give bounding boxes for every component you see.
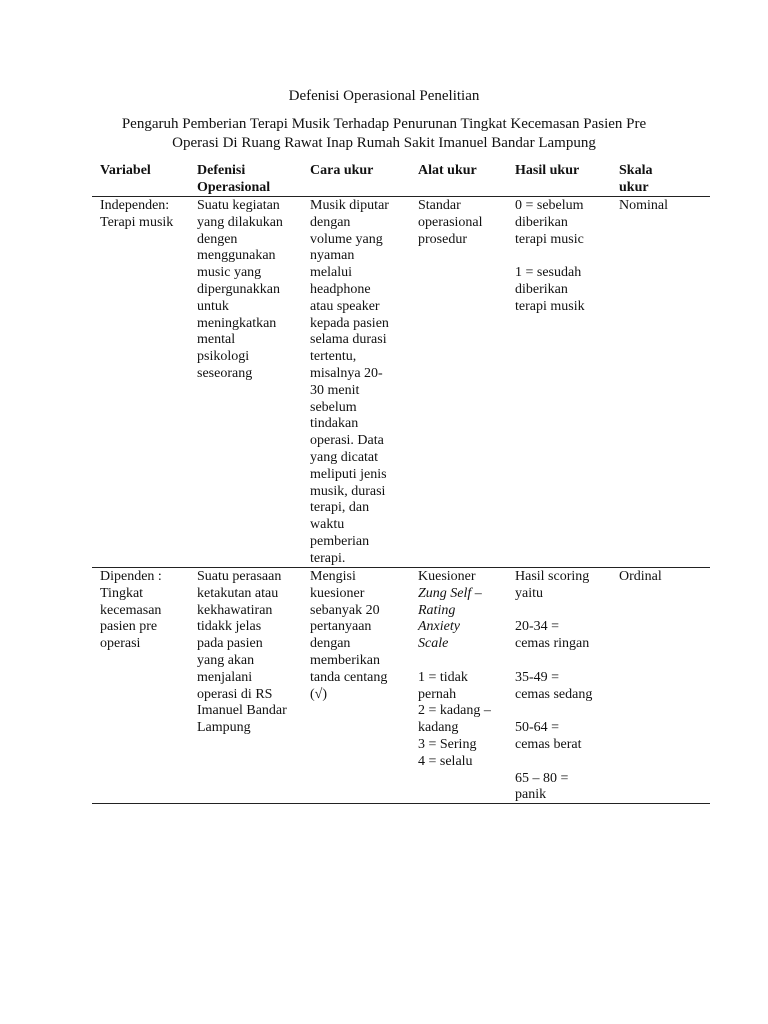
text-line: ukur xyxy=(619,180,649,195)
text-line: ketakutan atau xyxy=(197,585,279,601)
text-line: pada pasien xyxy=(197,636,263,652)
header-alat-ukur xyxy=(418,162,477,179)
text-line: 3 = Sering xyxy=(418,736,477,752)
text-line: untuk xyxy=(197,298,229,314)
text-line: meningkatkan xyxy=(197,315,277,331)
text-line: terapi music xyxy=(515,231,584,247)
text-line: tindakan xyxy=(310,416,359,432)
text-line: mental xyxy=(197,332,236,348)
text-line: pasien pre xyxy=(100,619,158,635)
text-line: Mengisi xyxy=(310,569,356,584)
text-line: meliputi jenis xyxy=(310,466,387,482)
text-line: sebelum xyxy=(310,399,357,415)
text-line: Dipenden : xyxy=(100,569,162,584)
table-header-row xyxy=(92,162,710,197)
text-line: Hasil ukur xyxy=(515,163,580,178)
cell-variabel xyxy=(100,569,162,653)
text-line: panik xyxy=(515,787,547,803)
text-line: yang akan xyxy=(197,652,255,668)
text-line: 4 = selalu xyxy=(418,753,473,769)
table-row xyxy=(92,197,710,568)
text-line: yaitu xyxy=(515,585,543,601)
text-line: 20-34 = xyxy=(515,619,560,635)
text-line: dipergunakkan xyxy=(197,281,280,297)
cell-skala xyxy=(619,569,662,586)
text-line: kuesioner xyxy=(310,585,365,601)
hasil-ukur-level xyxy=(515,670,592,704)
text-line: menggunakan xyxy=(197,248,276,264)
text-line: memberikan xyxy=(310,652,380,668)
alat-ukur-scale-name xyxy=(418,586,491,653)
document-title: Defenisi Operasional Penelitian xyxy=(288,88,480,104)
text-line: 1 = sesudah xyxy=(515,265,582,281)
text-line: Standar xyxy=(418,198,461,213)
text-line: dengan xyxy=(310,636,351,652)
header-skala xyxy=(619,162,652,196)
text-line: Suatu kegiatan xyxy=(197,198,280,213)
text-line: operasi xyxy=(100,636,141,652)
text-line: atau speaker xyxy=(310,298,380,314)
hasil-ukur-intro xyxy=(515,569,592,603)
cell-cara-ukur xyxy=(310,569,387,703)
alat-ukur-options xyxy=(418,670,491,771)
cell-skala xyxy=(619,198,668,215)
text-line: operasional xyxy=(418,214,483,230)
text-line: musik, durasi xyxy=(310,483,386,499)
hasil-ukur-level xyxy=(515,619,592,653)
text-line: Musik diputar xyxy=(310,198,389,213)
text-line: Ordinal xyxy=(619,569,662,584)
cell-variabel xyxy=(100,198,173,232)
text-line: yang dicatat xyxy=(310,449,379,465)
text-line: Nominal xyxy=(619,198,668,213)
text-line: Operasional xyxy=(197,180,271,195)
text-line: waktu xyxy=(310,517,345,533)
text-line: dengen xyxy=(197,231,238,247)
text-line: prosedur xyxy=(418,231,467,247)
table-row xyxy=(92,568,710,804)
text-line: terapi, dan xyxy=(310,500,370,516)
cell-hasil-ukur xyxy=(515,569,592,804)
text-line: kepada pasien xyxy=(310,315,389,331)
header-defenisi xyxy=(197,162,270,196)
text-line: 0 = sebelum xyxy=(515,198,584,213)
cell-defenisi xyxy=(197,569,287,737)
text-line: operasi di RS xyxy=(197,686,273,702)
cell-defenisi xyxy=(197,198,283,383)
alat-ukur-name: Kuesioner xyxy=(418,569,476,584)
text-line: kekhawatiran xyxy=(197,602,273,618)
hasil-ukur-level xyxy=(515,771,592,805)
text-line: 30 menit xyxy=(310,382,360,398)
document-subtitle xyxy=(92,115,676,153)
hasil-ukur-after xyxy=(515,265,585,315)
text-line: 1 = tidak xyxy=(418,669,468,685)
text-line: cemas ringan xyxy=(515,636,590,652)
text-line: terapi musik xyxy=(515,298,585,314)
text-line: diberikan xyxy=(515,214,568,230)
text-line: Imanuel Bandar xyxy=(197,703,287,719)
text-line: 2 = kadang – xyxy=(418,703,491,719)
text-line: (√) xyxy=(310,686,328,702)
text-line: volume yang xyxy=(310,231,383,247)
header-cara-ukur xyxy=(310,162,373,179)
text-line: nyaman xyxy=(310,248,355,264)
header-hasil-ukur xyxy=(515,162,579,179)
text-line: tanda centang xyxy=(310,669,388,685)
header-variabel xyxy=(100,162,151,179)
text-line: cemas berat xyxy=(515,736,582,752)
text-line: Tingkat xyxy=(100,585,144,601)
text-line: cemas sedang xyxy=(515,686,593,702)
text-line: menjalani xyxy=(197,669,253,685)
text-line: kadang xyxy=(418,720,459,736)
text-line: pemberian xyxy=(310,533,370,549)
hasil-ukur-level xyxy=(515,720,592,754)
cell-alat-ukur xyxy=(418,569,491,771)
text-line: pertanyaan xyxy=(310,619,372,635)
text-line: Defenisi xyxy=(197,163,246,178)
text-line: psikologi xyxy=(197,349,250,365)
text-line: misalnya 20- xyxy=(310,365,383,381)
text-line: diberikan xyxy=(515,281,568,297)
text-line: Anxiety xyxy=(418,619,460,635)
text-line: headphone xyxy=(310,281,371,297)
text-line: Variabel xyxy=(100,163,151,178)
text-line: 35-49 = xyxy=(515,669,560,685)
text-line: pernah xyxy=(418,686,457,702)
definition-table xyxy=(92,162,710,804)
text-line: tidakk jelas xyxy=(197,619,262,635)
text-line: tertentu, xyxy=(310,349,357,365)
text-line: melalui xyxy=(310,265,352,281)
text-line: Scale xyxy=(418,636,449,652)
text-line: Rating xyxy=(418,602,456,618)
text-line: Suatu perasaan xyxy=(197,569,282,584)
text-line: sebanyak 20 xyxy=(310,602,380,618)
text-line: operasi. Data xyxy=(310,433,384,449)
text-line: Hasil scoring xyxy=(515,569,590,584)
subtitle-line: Pengaruh Pemberian Terapi Musik Terhadap Penurunan Tingkat Kecemasan Pasien Pre xyxy=(121,116,647,132)
text-line: 50-64 = xyxy=(515,720,560,736)
text-line: Zung Self – xyxy=(418,585,482,601)
text-line: music yang xyxy=(197,265,262,281)
text-line: Alat ukur xyxy=(418,163,477,178)
text-line: 65 – 80 = xyxy=(515,770,569,786)
cell-cara-ukur xyxy=(310,198,389,568)
text-line: dengan xyxy=(310,214,351,230)
text-line: Skala xyxy=(619,163,653,178)
cell-hasil-ukur xyxy=(515,198,585,316)
hasil-ukur-before xyxy=(515,198,585,248)
cell-alat-ukur xyxy=(418,198,483,248)
text-line: Terapi musik xyxy=(100,214,174,230)
text-line: selama durasi xyxy=(310,332,387,348)
text-line: seseorang xyxy=(197,365,253,381)
text-line: Lampung xyxy=(197,720,251,736)
text-line: terapi. xyxy=(310,550,346,566)
text-line: kecemasan xyxy=(100,602,162,618)
text-line: yang dilakukan xyxy=(197,214,283,230)
text-line: Cara ukur xyxy=(310,163,374,178)
subtitle-line: Operasi Di Ruang Rawat Inap Rumah Sakit Imanuel Bandar Lampung xyxy=(172,135,596,151)
text-line: Independen: xyxy=(100,198,170,213)
